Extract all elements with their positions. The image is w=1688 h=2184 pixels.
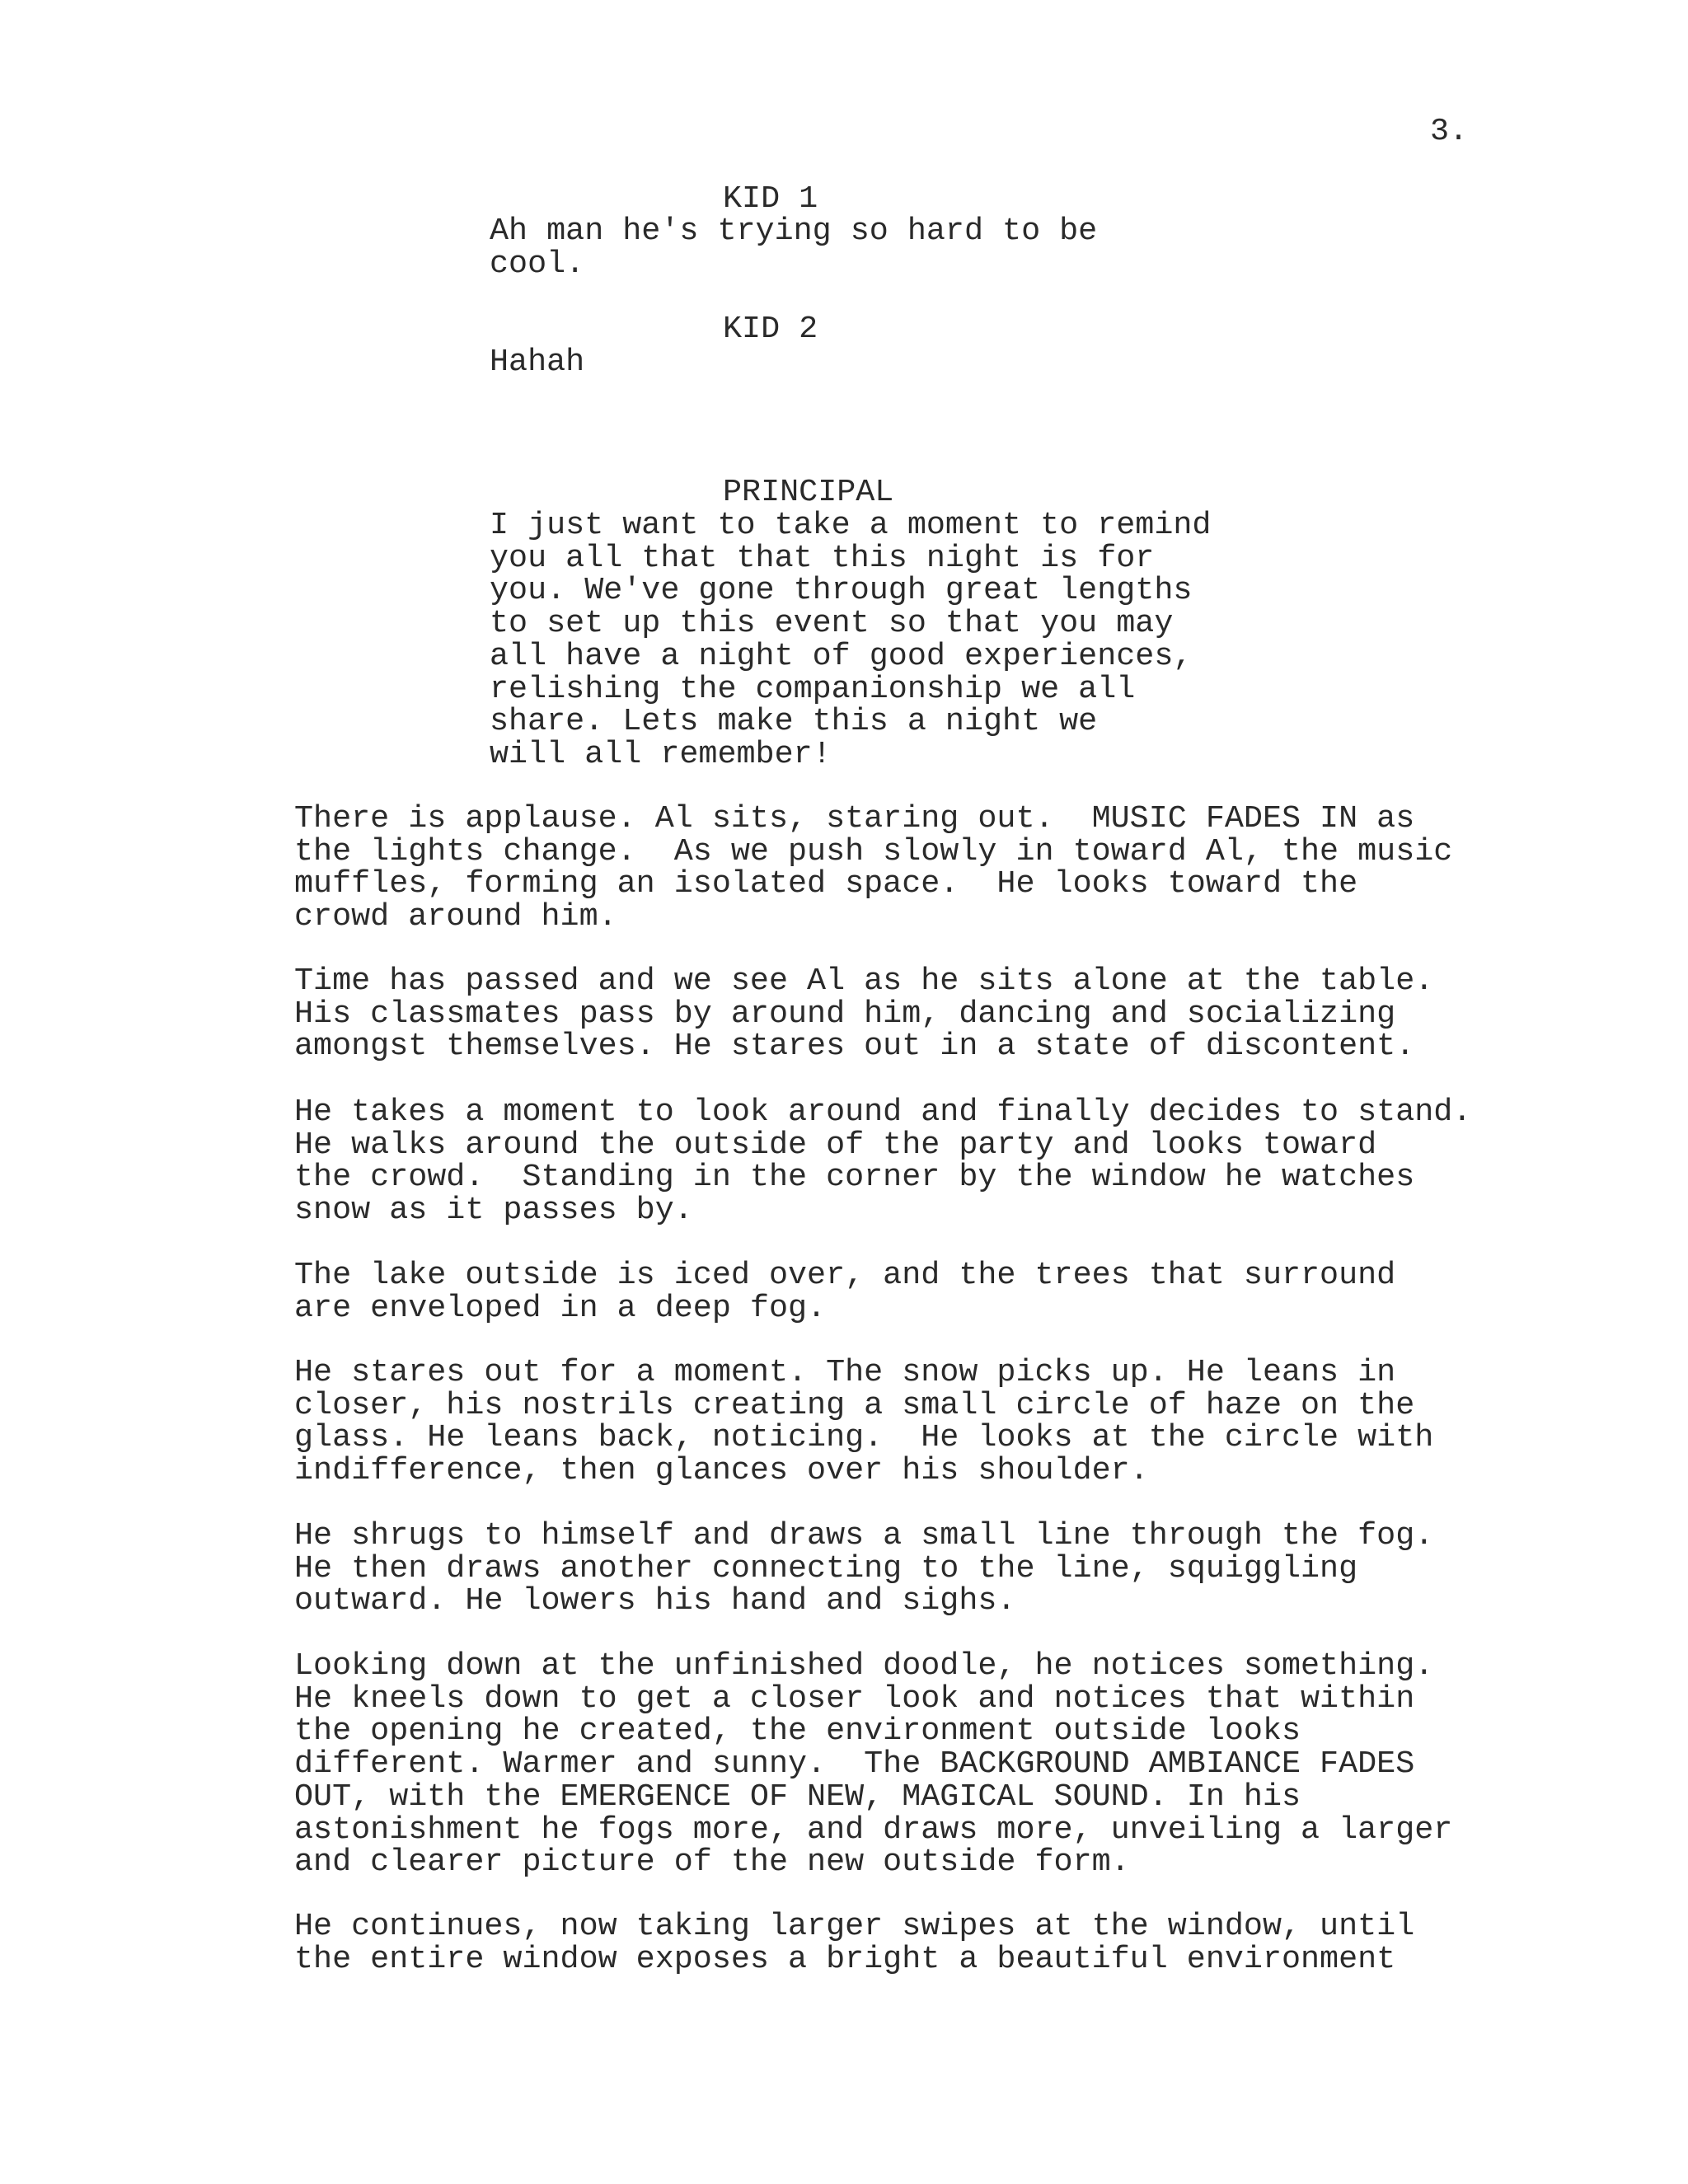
dialogue-kid-1: Ah man he's trying so hard to be cool. xyxy=(490,213,1098,282)
character-name-principal: PRINCIPAL xyxy=(723,474,894,510)
character-name-kid-2: KID 2 xyxy=(723,311,818,347)
action-paragraph: He stares out for a moment. The snow picks up. He leans in closer, his nostrils creating a small circle of haze on the glass. He leans back, noticing. He looks at the circle with indifference, then glances over his shoulder. xyxy=(294,1354,1434,1489)
action-paragraph: Time has passed and we see Al as he sits alone at the table. His classmates pass by around him, dancing and socializing amongst themselves. He stares out in a state of discontent. xyxy=(294,963,1434,1065)
action-paragraph: Looking down at the unfinished doodle, he notices something. He kneels down to get a closer look and notices that within the opening he created, the environment outside looks different. Warmer and sunny. The BACKGROUND AMBIANCE FADES OUT, with the EMERGENCE OF NEW, MAGICAL SOUND. In his astonishment he fogs more, and draws more, unveiling a larger and clearer picture of the new outside form. xyxy=(294,1647,1453,1881)
action-paragraph: He continues, now taking larger swipes at the window, until the entire window exposes a bright a beautiful environment xyxy=(294,1908,1415,1977)
dialogue-principal: I just want to take a moment to remind you all that that this night is for you. We've gone through great lengths to set up this event so that you may all have a night of good experiences, relishing the companionship we all share. Lets make this a night we will all remember! xyxy=(490,507,1212,772)
dialogue-kid-2: Hahah xyxy=(490,344,585,380)
action-paragraph: He shrugs to himself and draws a small line through the fog. He then draws another connecting to the line, squiggling outward. He lowers his hand and sighs. xyxy=(294,1517,1434,1619)
page-number: 3. xyxy=(1430,113,1469,149)
action-paragraph: He takes a moment to look around and finally decides to stand. He walks around the outside of the party and looks toward the crowd. Standing in the corner by the window he watches snow as it passes by. xyxy=(294,1094,1472,1229)
action-paragraph: The lake outside is iced over, and the trees that surround are enveloped in a deep fog. xyxy=(294,1257,1396,1326)
character-name-kid-1: KID 1 xyxy=(723,180,818,217)
action-paragraph: There is applause. Al sits, staring out. MUSIC FADES IN as the lights change. As we push slowly in toward Al, the music muffles, forming an isolated space. He looks toward the crowd around him. xyxy=(294,800,1453,935)
